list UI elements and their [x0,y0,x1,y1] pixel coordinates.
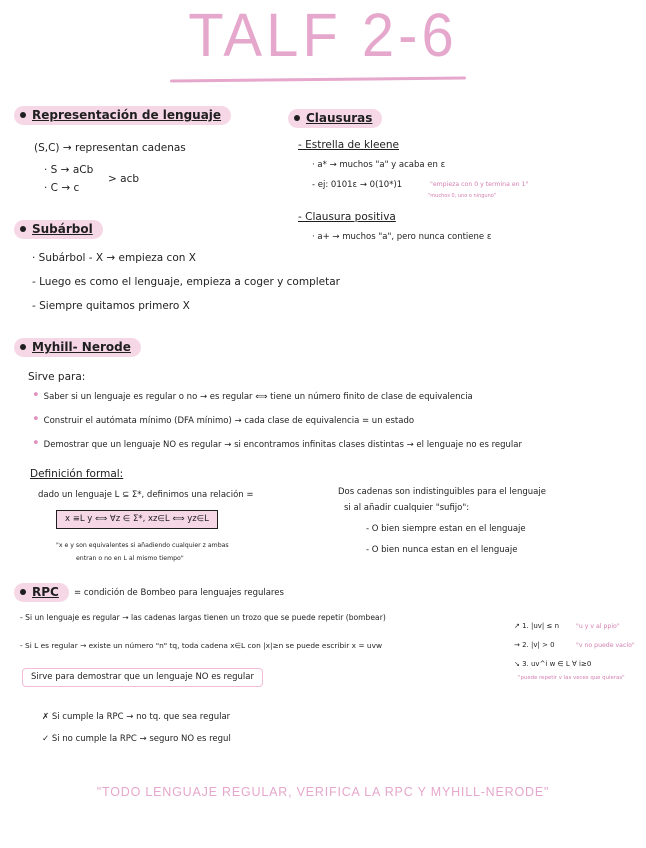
rpc-condition-note: "v no puede vacío" [576,642,635,649]
bullet-dot-icon [20,226,26,232]
myhill-indistinguibles: - O bien siempre estan en el lenguaje [366,524,526,534]
representacion-rule-s: · S → aCb [44,164,94,176]
rpc-line: - Si L es regular → existe un número "n" tq, toda cadena x∈L con |x|≥n se puede escribir x = uvw [20,641,382,650]
myhill-bullet: • Construir el autómata mínimo (DFA mínimo) → cada clase de equivalencia = un estado [32,414,414,427]
rpc-consequence: ✗ Si cumple la RPC → no tq. que sea regular [42,712,231,722]
myhill-sirve-para: Sirve para: [28,371,86,383]
section-heading-clausuras: Clausuras [288,109,382,128]
footer-quote: "TODO LENGUAJE REGULAR, VERIFICA LA RPC Y MYHILL-NERODE" [96,785,550,799]
clausuras-estrella-item: · a* → muchos "a" y acaba en ε [312,160,446,170]
myhill-definicion-note: "x e y son equivalentes si añadiendo cualquier z ambas [56,542,229,549]
myhill-definicion-line: dado un lenguaje L ⊆ Σ*, definimos una relación = [38,490,254,500]
section-heading-subarbol: Subárbol [14,220,103,239]
rpc-condition-note: "puede repetir v las veces que quieras" [518,675,625,681]
bullet-dot-icon [20,589,26,595]
clausuras-positiva-item: · a+ → muchos "a", pero nunca contiene ε [312,232,492,242]
representacion-result: > acb [108,173,140,185]
bullet-dot-icon [20,112,26,118]
clausuras-estrella: - Estrella de kleene [298,139,399,151]
myhill-indistinguibles: Dos cadenas son indistinguibles para el lenguaje [338,487,546,497]
clausuras-estrella-example: - ej: 0101ε → 0(10*)1 [312,180,403,190]
myhill-indistinguibles: si al añadir cualquier "sufijo": [344,503,470,513]
myhill-definicion-title: Definición formal: [30,468,124,480]
clausuras-note: "empieza con 0 y termina en 1" [430,181,529,188]
myhill-definicion-box: x ≡L y ⟺ ∀z ∈ Σ*, xz∈L ⟺ yz∈L [56,510,218,529]
myhill-bullet: • Saber si un lenguaje es regular o no → es regular ⟺ tiene un número finito de clase de equivalencia [32,390,473,403]
section-heading-representacion: Representación de lenguaje [14,106,231,125]
page-title: TALF 2-6 [188,1,458,70]
myhill-definicion-note: entran o no en L al mismo tiempo" [76,555,184,562]
rpc-sirve-box: Sirve para demostrar que un lenguaje NO es regular [22,668,263,687]
myhill-bullet: • Demostrar que un lenguaje NO es regular → si encontramos infinitas clases distintas → el lenguaje no es regular [32,438,522,451]
rpc-definition: = condición de Bombeo para lenguajes regulares [74,588,284,598]
subarbol-line: - Luego es como el lenguaje, empieza a coger y completar [32,276,340,288]
rpc-consequence: ✓ Si no cumple la RPC → seguro NO es regul [42,734,231,744]
rpc-condition-note: "u y v al ppio" [576,623,620,630]
rpc-condition: ↘ 3. uv^i w ∈ L ∀ i≥0 [514,660,592,668]
rpc-condition: ↗ 1. |uv| ≤ n [514,622,560,630]
subarbol-line: - Siempre quitamos primero X [32,300,190,312]
myhill-indistinguibles: - O bien nunca estan en el lenguaje [366,545,518,555]
bullet-dot-icon [20,344,26,350]
clausuras-positiva: - Clausura positiva [298,211,396,223]
clausuras-note: "muchos 0, uno o ninguno" [428,193,497,199]
bullet-dot-icon [294,115,300,121]
representacion-line: (S,C) → representan cadenas [34,142,186,154]
section-heading-rpc: RPC [14,583,69,602]
rpc-line: - Si un lenguaje es regular → las cadenas largas tienen un trozo que se puede repetir (bombear) [20,613,386,622]
rpc-condition: → 2. |v| > 0 [514,641,555,649]
representacion-rule-c: · C → c [44,182,80,194]
section-heading-myhill-nerode: Myhill- Nerode [14,338,141,357]
title-underline [170,76,466,82]
subarbol-line: · Subárbol - X → empieza con X [32,252,196,264]
